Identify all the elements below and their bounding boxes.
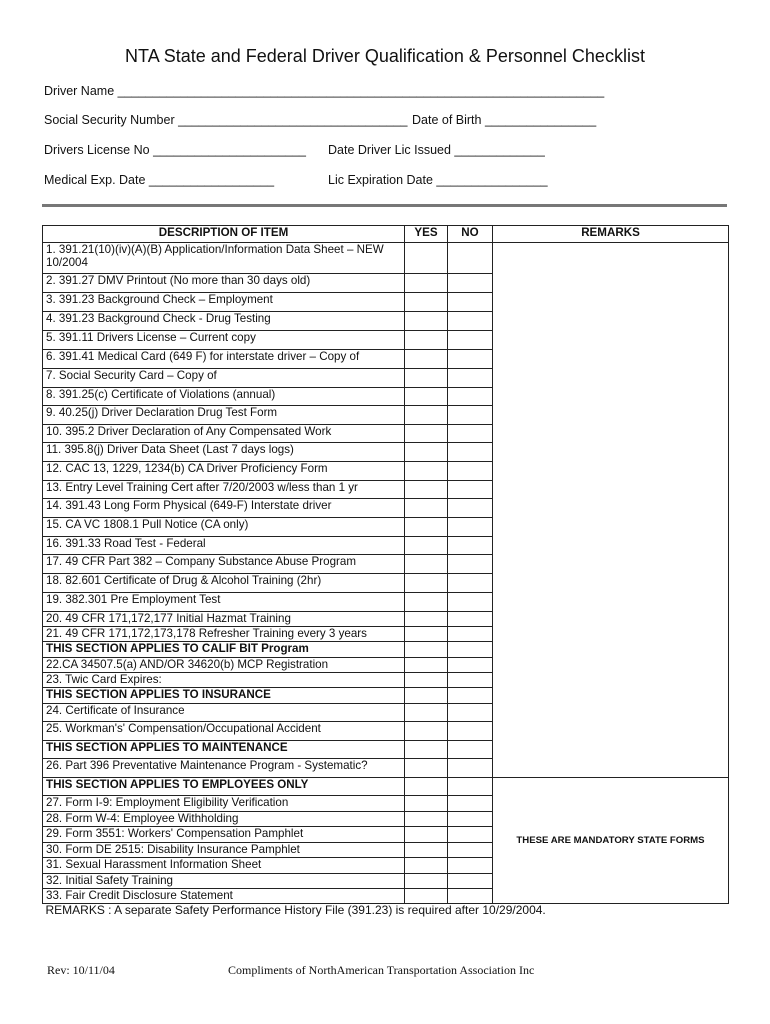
section-header-row	[43, 778, 729, 796]
yes-checkbox-cell[interactable]	[405, 673, 448, 688]
item-description: 2. 391.27 DMV Printout (No more than 30 days old)	[43, 274, 405, 293]
license-issued-field[interactable]: Date Driver Lic Issued _____________	[328, 143, 545, 157]
no-checkbox-cell[interactable]	[448, 778, 493, 796]
yes-checkbox-cell[interactable]	[405, 518, 448, 537]
yes-checkbox-cell[interactable]	[405, 627, 448, 642]
yes-checkbox-cell[interactable]	[405, 462, 448, 481]
no-checkbox-cell[interactable]	[448, 312, 493, 331]
no-checkbox-cell[interactable]	[448, 722, 493, 741]
item-description: 31. Sexual Harassment Information Sheet	[43, 858, 405, 874]
item-description: 24. Certificate of Insurance	[43, 704, 405, 722]
no-checkbox-cell[interactable]	[448, 243, 493, 274]
no-checkbox-cell[interactable]	[448, 481, 493, 499]
yes-checkbox-cell[interactable]	[405, 555, 448, 574]
no-checkbox-cell[interactable]	[448, 673, 493, 688]
yes-checkbox-cell[interactable]	[405, 759, 448, 778]
yes-checkbox-cell[interactable]	[405, 658, 448, 673]
item-description: 29. Form 3551: Workers' Compensation Pamphlet	[43, 827, 405, 843]
no-checkbox-cell[interactable]	[448, 555, 493, 574]
yes-checkbox-cell[interactable]	[405, 796, 448, 812]
no-checkbox-cell[interactable]	[448, 858, 493, 874]
item-description: 19. 382.301 Pre Employment Test	[43, 593, 405, 612]
no-checkbox-cell[interactable]	[448, 827, 493, 843]
no-checkbox-cell[interactable]	[448, 369, 493, 388]
no-checkbox-cell[interactable]	[448, 843, 493, 858]
header-no: NO	[448, 226, 493, 243]
no-checkbox-cell[interactable]	[448, 874, 493, 889]
no-checkbox-cell[interactable]	[448, 499, 493, 518]
no-checkbox-cell[interactable]	[448, 812, 493, 827]
item-description: 33. Fair Credit Disclosure Statement	[43, 889, 405, 904]
checklist-row	[43, 243, 729, 274]
no-checkbox-cell[interactable]	[448, 704, 493, 722]
item-description: 12. CAC 13, 1229, 1234(b) CA Driver Proficiency Form	[43, 462, 405, 481]
no-checkbox-cell[interactable]	[448, 443, 493, 462]
item-description: 26. Part 396 Preventative Maintenance Program - Systematic?	[43, 759, 405, 778]
driver-name-field[interactable]: Driver Name ______________________________________________________________________	[44, 84, 605, 98]
no-checkbox-cell[interactable]	[448, 537, 493, 555]
yes-checkbox-cell[interactable]	[405, 331, 448, 350]
mandatory-forms-note: THESE ARE MANDATORY STATE FORMS	[493, 778, 729, 904]
yes-checkbox-cell[interactable]	[405, 688, 448, 704]
no-checkbox-cell[interactable]	[448, 574, 493, 593]
item-description: 14. 391.43 Long Form Physical (649-F) Interstate driver	[43, 499, 405, 518]
section-title: THIS SECTION APPLIES TO EMPLOYEES ONLY	[43, 778, 405, 796]
yes-checkbox-cell[interactable]	[405, 642, 448, 658]
no-checkbox-cell[interactable]	[448, 642, 493, 658]
remarks-note: REMARKS : A separate Safety Performance History File (391.23) is required after 10/29/2004.	[45, 903, 546, 917]
no-checkbox-cell[interactable]	[448, 518, 493, 537]
yes-checkbox-cell[interactable]	[405, 593, 448, 612]
item-description: 9. 40.25(j) Driver Declaration Drug Test Form	[43, 406, 405, 425]
medical-exp-field[interactable]: Medical Exp. Date __________________	[44, 173, 275, 187]
no-checkbox-cell[interactable]	[448, 388, 493, 406]
item-description: 17. 49 CFR Part 382 – Company Substance Abuse Program	[43, 555, 405, 574]
item-description: 7. Social Security Card – Copy of	[43, 369, 405, 388]
page-title: NTA State and Federal Driver Qualification & Personnel Checklist	[125, 46, 645, 66]
ssn-field[interactable]: Social Security Number _________________________________	[44, 113, 408, 127]
separator-rule	[42, 204, 727, 207]
section-title: THIS SECTION APPLIES TO MAINTENANCE	[43, 741, 405, 759]
yes-checkbox-cell[interactable]	[405, 874, 448, 889]
no-checkbox-cell[interactable]	[448, 688, 493, 704]
yes-checkbox-cell[interactable]	[405, 243, 448, 274]
item-description: 6. 391.41 Medical Card (649 F) for interstate driver – Copy of	[43, 350, 405, 369]
no-checkbox-cell[interactable]	[448, 658, 493, 673]
no-checkbox-cell[interactable]	[448, 350, 493, 369]
no-checkbox-cell[interactable]	[448, 425, 493, 443]
yes-checkbox-cell[interactable]	[405, 350, 448, 369]
no-checkbox-cell[interactable]	[448, 593, 493, 612]
item-description: 18. 82.601 Certificate of Drug & Alcohol Training (2hr)	[43, 574, 405, 593]
no-checkbox-cell[interactable]	[448, 293, 493, 312]
yes-checkbox-cell[interactable]	[405, 312, 448, 331]
yes-checkbox-cell[interactable]	[405, 425, 448, 443]
yes-checkbox-cell[interactable]	[405, 406, 448, 425]
yes-checkbox-cell[interactable]	[405, 843, 448, 858]
item-description: 11. 395.8(j) Driver Data Sheet (Last 7 days logs)	[43, 443, 405, 462]
item-description: 5. 391.11 Drivers License – Current copy	[43, 331, 405, 350]
remarks-note-row	[43, 904, 729, 918]
header-yes: YES	[405, 226, 448, 243]
yes-checkbox-cell[interactable]	[405, 827, 448, 843]
yes-checkbox-cell[interactable]	[405, 388, 448, 406]
yes-checkbox-cell[interactable]	[405, 612, 448, 627]
no-checkbox-cell[interactable]	[448, 627, 493, 642]
item-description: 30. Form DE 2515: Disability Insurance Pamphlet	[43, 843, 405, 858]
checklist-table	[42, 225, 729, 917]
yes-checkbox-cell[interactable]	[405, 741, 448, 759]
item-description: 20. 49 CFR 171,172,177 Initial Hazmat Training	[43, 612, 405, 627]
dob-field[interactable]: Date of Birth ________________	[412, 113, 597, 127]
yes-checkbox-cell[interactable]	[405, 722, 448, 741]
license-number-field[interactable]: Drivers License No ______________________	[44, 143, 307, 157]
header-description: DESCRIPTION OF ITEM	[43, 226, 405, 243]
header-remarks: REMARKS	[493, 226, 729, 243]
yes-checkbox-cell[interactable]	[405, 778, 448, 796]
no-checkbox-cell[interactable]	[448, 889, 493, 904]
yes-checkbox-cell[interactable]	[405, 369, 448, 388]
yes-checkbox-cell[interactable]	[405, 812, 448, 827]
item-description: 28. Form W-4: Employee Withholding	[43, 812, 405, 827]
item-description: 32. Initial Safety Training	[43, 874, 405, 889]
item-description: 3. 391.23 Background Check – Employment	[43, 293, 405, 312]
section-title: THIS SECTION APPLIES TO CALIF BIT Program	[43, 642, 405, 658]
no-checkbox-cell[interactable]	[448, 274, 493, 293]
no-checkbox-cell[interactable]	[448, 331, 493, 350]
no-checkbox-cell[interactable]	[448, 612, 493, 627]
yes-checkbox-cell[interactable]	[405, 537, 448, 555]
yes-checkbox-cell[interactable]	[405, 499, 448, 518]
remarks-cell[interactable]	[493, 243, 729, 778]
yes-checkbox-cell[interactable]	[405, 704, 448, 722]
item-description: 25. Workman's' Compensation/Occupational Accident	[43, 722, 405, 741]
no-checkbox-cell[interactable]	[448, 462, 493, 481]
item-description: 4. 391.23 Background Check - Drug Testing	[43, 312, 405, 331]
item-description: 21. 49 CFR 171,172,173,178 Refresher Training every 3 years	[43, 627, 405, 642]
yes-checkbox-cell[interactable]	[405, 858, 448, 874]
item-description: 10. 395.2 Driver Declaration of Any Compensated Work	[43, 425, 405, 443]
item-description: 23. Twic Card Expires:	[43, 673, 405, 688]
license-expiration-field[interactable]: Lic Expiration Date ________________	[328, 173, 548, 187]
item-description: 13. Entry Level Training Cert after 7/20/2003 w/less than 1 yr	[43, 481, 405, 499]
no-checkbox-cell[interactable]	[448, 796, 493, 812]
yes-checkbox-cell[interactable]	[405, 443, 448, 462]
item-description: 22.CA 34507.5(a) AND/OR 34620(b) MCP Registration	[43, 658, 405, 673]
no-checkbox-cell[interactable]	[448, 759, 493, 778]
item-description: 8. 391.25(c) Certificate of Violations (annual)	[43, 388, 405, 406]
yes-checkbox-cell[interactable]	[405, 574, 448, 593]
section-title: THIS SECTION APPLIES TO INSURANCE	[43, 688, 405, 704]
compliments-line: Compliments of NorthAmerican Transportation Association Inc	[228, 963, 535, 977]
yes-checkbox-cell[interactable]	[405, 293, 448, 312]
item-description: 1. 391.21(10)(iv)(A)(B) Application/Information Data Sheet – NEW 10/2004	[43, 243, 405, 274]
revision-date: Rev: 10/11/04	[47, 963, 115, 977]
yes-checkbox-cell[interactable]	[405, 889, 448, 904]
no-checkbox-cell[interactable]	[448, 406, 493, 425]
yes-checkbox-cell[interactable]	[405, 274, 448, 293]
item-description: 27. Form I-9: Employment Eligibility Verification	[43, 796, 405, 812]
yes-checkbox-cell[interactable]	[405, 481, 448, 499]
item-description: 16. 391.33 Road Test - Federal	[43, 537, 405, 555]
no-checkbox-cell[interactable]	[448, 741, 493, 759]
item-description: 15. CA VC 1808.1 Pull Notice (CA only)	[43, 518, 405, 537]
